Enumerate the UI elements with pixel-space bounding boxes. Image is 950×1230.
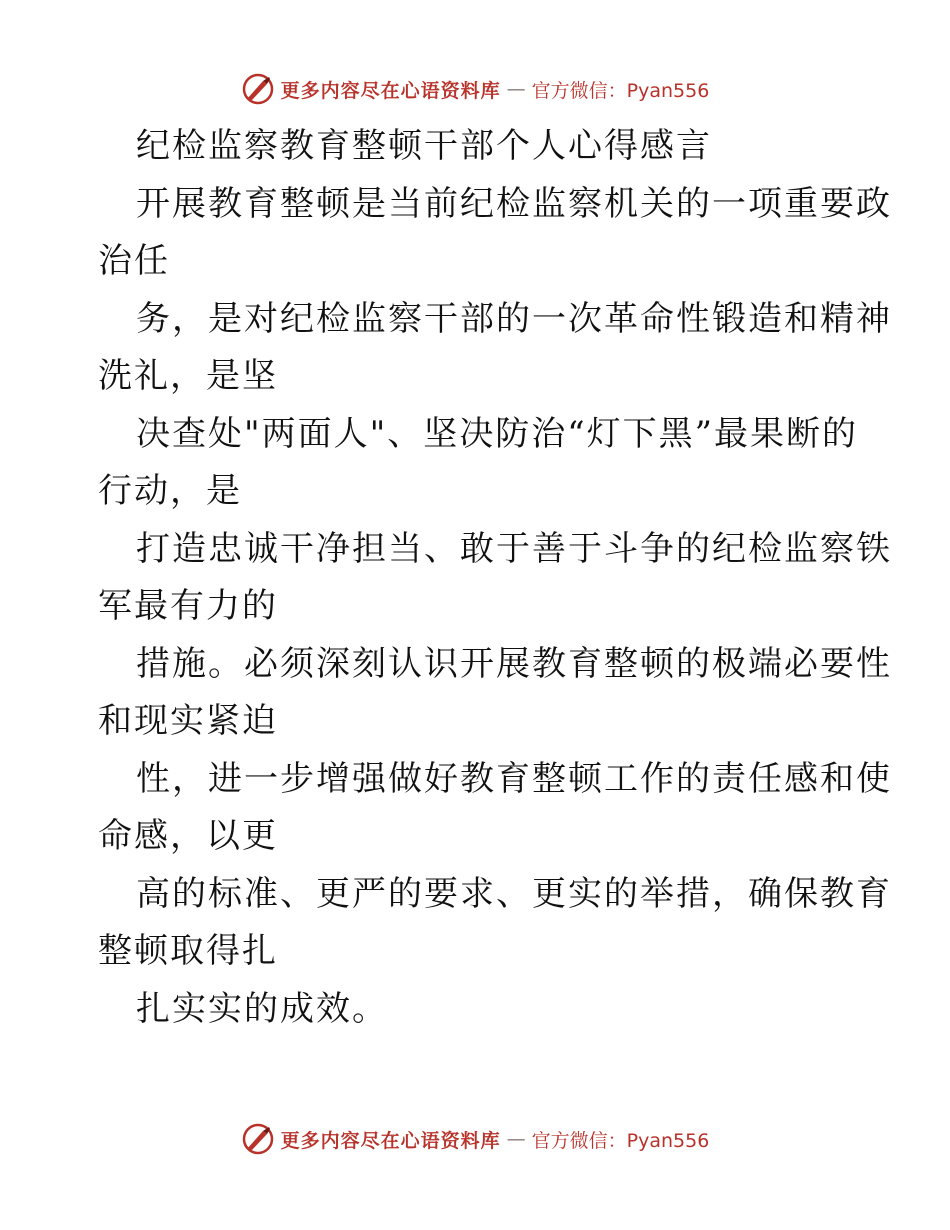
- quill-pen-circle-icon: [241, 72, 275, 106]
- header-banner: [0, 72, 950, 106]
- document-title: 纪检监察教育整顿干部个人心得感言: [136, 126, 712, 166]
- document-body: [98, 118, 892, 1038]
- paragraph-line: 开展教育整顿是当前纪检监察机关的一项重要政: [136, 183, 892, 224]
- paragraph-line: 性，进一步增强做好教育整顿工作的责任感和使: [136, 758, 892, 799]
- quill-pen-circle-icon: [241, 1122, 275, 1156]
- banner-wechat-text: 官方微信：Pyan556: [531, 79, 710, 102]
- paragraph-line: 决查处"两面人"、坚决防治“灯下黑”最果断的: [136, 413, 859, 454]
- banner-separator: —: [506, 1128, 526, 1150]
- paragraph-line: 整顿取得扎: [98, 931, 278, 971]
- paragraph-line: 打造忠诚干净担当、敢于善于斗争的纪检监察铁: [136, 528, 892, 569]
- paragraph-line: 和现实紧迫: [98, 701, 278, 741]
- paragraph-line: 洗礼，是坚: [98, 356, 278, 396]
- paragraph-line: 行动，是: [98, 471, 242, 511]
- paragraph-line: 治任: [98, 241, 170, 281]
- banner-brand-text: 更多内容尽在心语资料库: [280, 79, 501, 102]
- paragraph-line: 务，是对纪检监察干部的一次革命性锻造和精神: [136, 298, 892, 339]
- paragraph-line: 命感，以更: [98, 816, 278, 856]
- footer-banner: [0, 1122, 950, 1156]
- paragraph-line: 军最有力的: [98, 586, 278, 626]
- banner-separator: —: [506, 78, 526, 100]
- paragraph-line: 高的标准、更严的要求、更实的举措，确保教育: [136, 873, 892, 914]
- banner-brand-text: 更多内容尽在心语资料库: [280, 1129, 501, 1152]
- paragraph-line: 措施。必须深刻认识开展教育整顿的极端必要性: [136, 643, 892, 684]
- paragraph-line: 扎实实的成效。: [136, 988, 388, 1029]
- banner-wechat-text: 官方微信：Pyan556: [531, 1129, 710, 1152]
